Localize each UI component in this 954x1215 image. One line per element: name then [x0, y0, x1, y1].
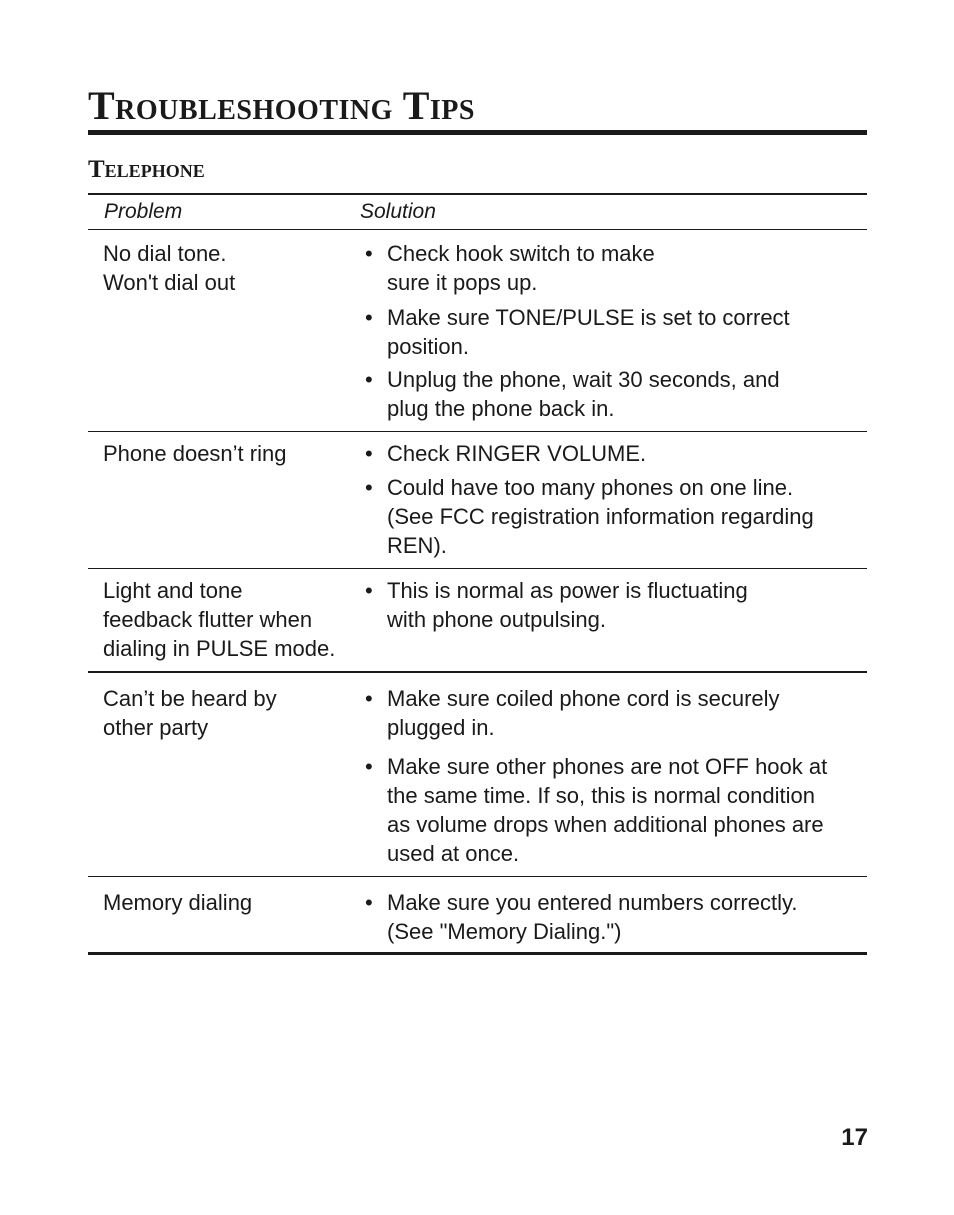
solution-item: [363, 684, 859, 742]
solution-text: • Could have too many phones on one line.: [387, 475, 794, 500]
page-title: Troubleshooting Tips: [88, 86, 867, 135]
solution-column-header: Solution: [360, 200, 436, 223]
solution-text: • Check hook switch to make: [387, 241, 655, 266]
problem-cell: [88, 576, 348, 663]
solution-item: [363, 303, 859, 361]
solution-text: the same time. If so, this is normal condition: [387, 783, 815, 808]
problem-cell: [88, 684, 348, 868]
solution-item: [363, 239, 859, 297]
solution-text: position.: [387, 334, 469, 359]
solution-item: [363, 365, 859, 423]
problem-cell: [88, 239, 348, 423]
solution-item: [363, 888, 859, 946]
problem-text: No dial tone.: [103, 241, 227, 266]
problem-cell: [88, 439, 348, 560]
solution-item: [363, 752, 859, 868]
problem-text: other party: [103, 715, 209, 740]
solution-text: plug the phone back in.: [387, 396, 615, 421]
solution-text: plugged in.: [387, 715, 495, 740]
solution-item: [363, 473, 859, 560]
solution-text: (See "Memory Dialing."): [387, 919, 622, 944]
problem-cell: [88, 888, 348, 946]
solution-text: • Make sure TONE/PULSE is set to correct: [387, 305, 790, 330]
solution-text: with phone outpulsing.: [387, 607, 606, 632]
table-row: [88, 673, 867, 877]
table-row: [88, 432, 867, 569]
solution-text: • Check RINGER VOLUME.: [387, 441, 647, 466]
solution-text: sure it pops up.: [387, 270, 538, 295]
table-row: [88, 230, 867, 432]
table-row: [88, 569, 867, 673]
section-title: Telephone: [88, 156, 205, 183]
table-row: [88, 877, 867, 955]
problem-text: Phone doesn’t ring: [103, 441, 287, 466]
solution-text: • Make sure other phones are not OFF hook at: [387, 754, 828, 779]
problem-column-header: Problem: [104, 200, 183, 223]
problem-text: Memory dialing: [103, 890, 253, 915]
solution-text: used at once.: [387, 841, 520, 866]
problem-text: Light and tone: [103, 578, 243, 603]
solution-cell: [348, 684, 867, 868]
solution-text: as volume drops when additional phones are: [387, 812, 824, 837]
solution-text: • Make sure you entered numbers correctly.: [387, 890, 798, 915]
solution-text: • Make sure coiled phone cord is securely: [387, 686, 780, 711]
solution-cell: [348, 888, 867, 946]
problem-text: feedback flutter when: [103, 607, 313, 632]
problem-text: dialing in PULSE mode.: [103, 636, 336, 661]
table-header: [88, 195, 867, 230]
problem-text: Can’t be heard by: [103, 686, 277, 711]
solution-text: REN).: [387, 533, 447, 558]
page-number: 17: [841, 1124, 868, 1151]
solution-text: • Unplug the phone, wait 30 seconds, and: [387, 367, 780, 392]
solution-text: • This is normal as power is fluctuating: [387, 578, 748, 603]
solution-text: (See FCC registration information regarding: [387, 504, 814, 529]
solution-cell: [348, 239, 867, 423]
solution-cell: [348, 576, 867, 663]
solution-item: [363, 439, 859, 468]
problem-text: Won't dial out: [103, 270, 236, 295]
solution-cell: [348, 439, 867, 560]
troubleshooting-table: [88, 193, 867, 955]
solution-item: [363, 576, 859, 634]
